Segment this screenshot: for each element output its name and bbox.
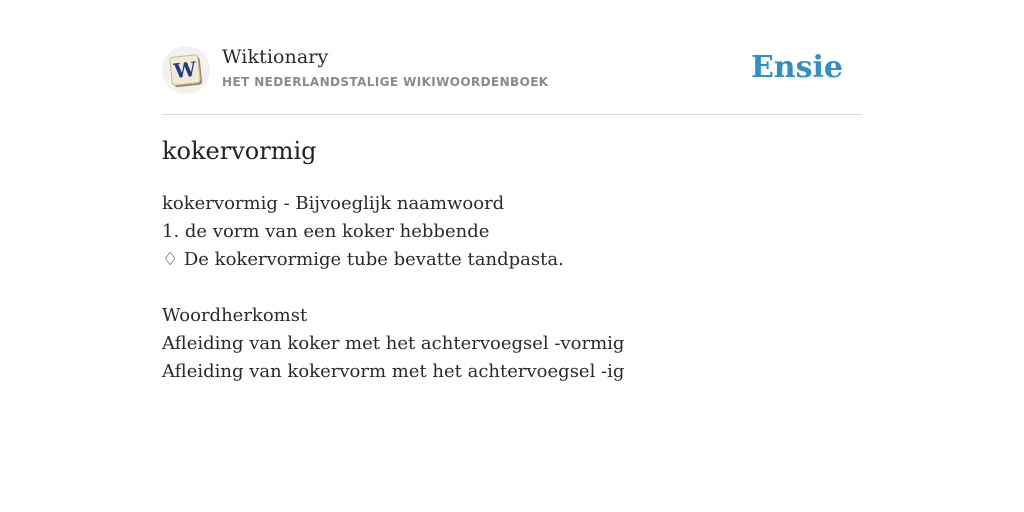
entry-content	[162, 190, 862, 386]
page-title: kokervormig	[162, 137, 317, 165]
ensie-brand-link[interactable]: Ensie	[750, 50, 843, 85]
definition-text: 1. de vorm van een koker hebbende	[162, 221, 490, 242]
definition-heading: kokervormig - Bijvoeglijk naamwoord	[162, 193, 505, 214]
etymology-heading: Woordherkomst	[162, 305, 308, 326]
site-header	[162, 44, 862, 115]
etymology-line: Afleiding van kokervorm met het achtervoegsel -ig	[162, 361, 625, 382]
site-title[interactable]: Wiktionary	[222, 46, 329, 68]
example-sentence: ♢ De kokervormige tube bevatte tandpasta.	[162, 249, 564, 270]
etymology-line: Afleiding van koker met het achtervoegsel -vormig	[162, 333, 625, 354]
wiktionary-w-tile-icon	[162, 46, 210, 94]
wiktionary-logo-icon[interactable]	[162, 46, 210, 94]
logo-letter: W	[172, 56, 198, 84]
site-subtitle: HET NEDERLANDSTALIGE WIKIWOORDENBOEK	[222, 75, 549, 89]
section-spacer	[162, 274, 862, 302]
